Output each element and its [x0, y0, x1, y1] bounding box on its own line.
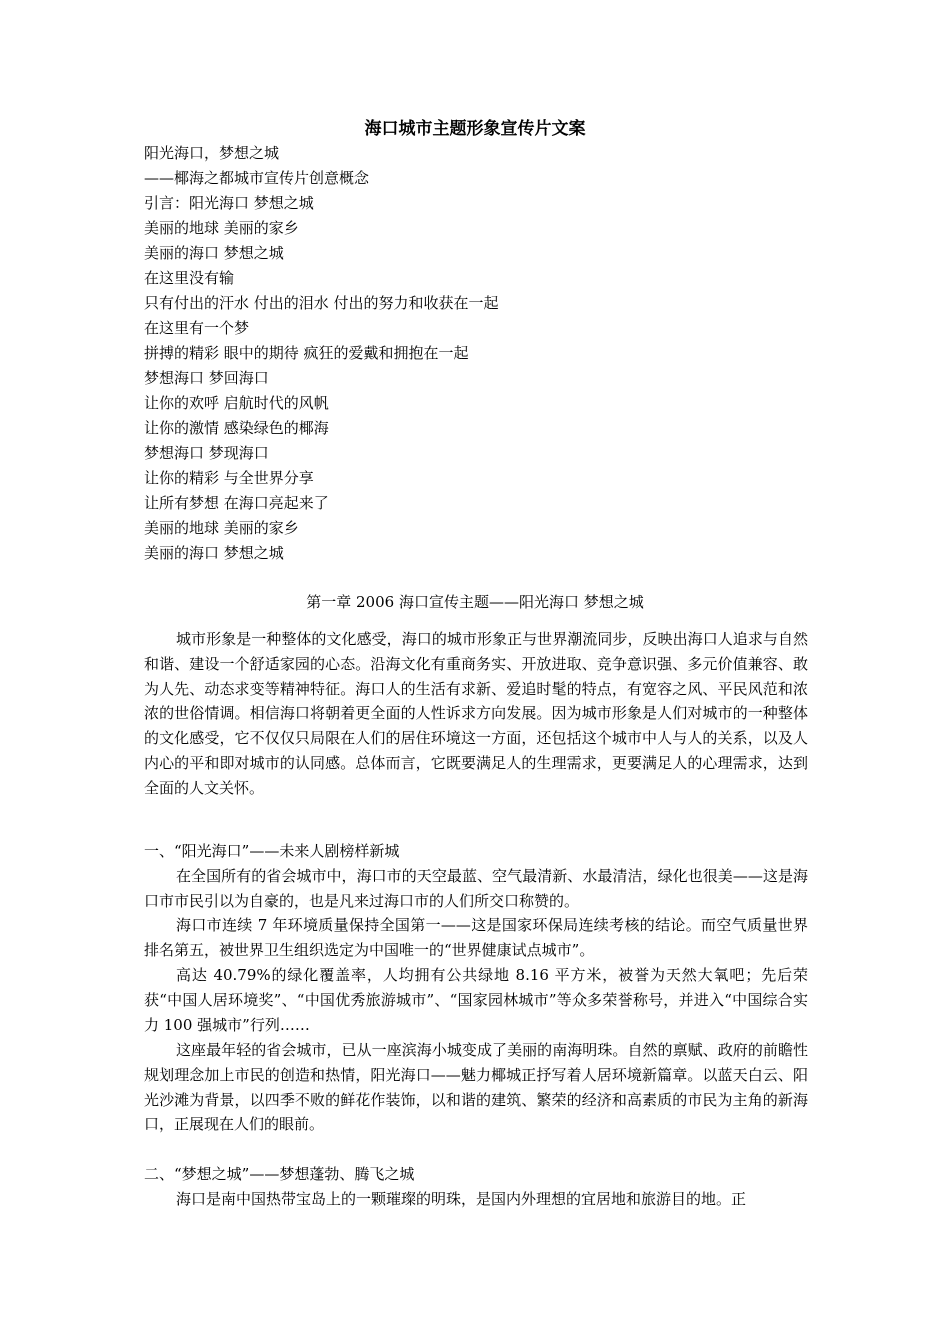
section1-paragraph: 海口市连续 7 年环境质量保持全国第一——这是国家环保局连续考核的结论。而空气质量世界排名第五，被世界卫生组织选定为中国唯一的“世界健康试点城市”。 [144, 916, 808, 959]
text-line: 引言：阳光海口 梦想之城 [144, 194, 314, 212]
section1-paragraph: 高达 40.79%的绿化覆盖率，人均拥有公共绿地 8.16 平方米，被誉为天然大氧吧；先后荣获“中国人居环境奖”、“中国优秀旅游城市”、“国家园林城市”等众多荣誉称号，并进入“中国综合实力 100 强城市”行列…… [144, 966, 808, 1034]
section-heading-2: 二、“梦想之城”——梦想蓬勃、腾飞之城 [144, 1165, 415, 1183]
text-line: 美丽的海口 梦想之城 [144, 544, 284, 562]
text-line: 在这里没有输 [144, 269, 235, 287]
text-line: 美丽的地球 美丽的家乡 [144, 519, 299, 537]
text-line: 美丽的海口 梦想之城 [144, 244, 284, 262]
text-line: 在这里有一个梦 [144, 319, 250, 337]
text-line: 梦想海口 梦回海口 [144, 369, 269, 387]
text-line: ——椰海之都城市宣传片创意概念 [144, 169, 370, 187]
text-line: 阳光海口，梦想之城 [144, 144, 280, 162]
chapter-title: 第一章 2006 海口宣传主题——阳光海口 梦想之城 [306, 593, 644, 611]
section1-paragraph: 这座最年轻的省会城市，已从一座滨海小城变成了美丽的南海明珠。自然的禀赋、政府的前瞻性规划理念加上市民的创造和热情，阳光海口——魅力椰城正抒写着人居环境新篇章。以蓝天白云、阳光沙滩为背景，以四季不败的鲜花作装饰，以和谐的建筑、繁荣的经济和高素质的市民为主角的新海口，正展现在人们的眼前。 [144, 1041, 808, 1134]
text-line: 美丽的地球 美丽的家乡 [144, 219, 299, 237]
text-line: 拼搏的精彩 眼中的期待 疯狂的爱戴和拥抱在一起 [144, 344, 469, 362]
slogan-lines [144, 141, 814, 566]
section-heading-1: 一、“阳光海口”——未来人剧榜样新城 [144, 842, 400, 860]
text-line: 让所有梦想 在海口亮起来了 [144, 494, 329, 512]
text-line: 只有付出的汗水 付出的泪水 付出的努力和收获在一起 [144, 294, 499, 312]
section1-paragraph: 在全国所有的省会城市中，海口市的天空最蓝、空气最清新、水最清洁，绿化也很美——这是海口市市民引以为自豪的，也是凡来过海口市的人们所交口称赞的。 [144, 867, 808, 910]
document-title: 海口城市主题形象宣传片文案 [364, 119, 586, 139]
text-line: 让你的精彩 与全世界分享 [144, 469, 314, 487]
intro-paragraph: 城市形象是一种整体的文化感受，海口的城市形象正与世界潮流同步，反映出海口人追求与自然和谐、建设一个舒适家园的心态。沿海文化有重商务实、开放进取、竞争意识强、多元价值兼容、敢为人先、动态求变等精神特征。海口人的生活有求新、爱追时髦的特点，有宽容之风、平民风范和浓浓的世俗情调。相信海口将朝着更全面的人性诉求方向发展。因为城市形象是人们对城市的一种整体的文化感受，它不仅仅只局限在人们的居住环境这一方面，还包括这个城市中人与人的关系，以及人内心的平和即对城市的认同感。总体而言，它既要满足人的生理需求，更要满足人的心理需求，达到全面的人文关怀。 [144, 630, 808, 797]
text-line: 让你的欢呼 启航时代的风帆 [144, 394, 329, 412]
section2-paragraph: 海口是南中国热带宝岛上的一颗璀璨的明珠，是国内外理想的宜居地和旅游目的地。正 [176, 1190, 747, 1208]
text-line: 让你的激情 感染绿色的椰海 [144, 419, 329, 437]
text-line: 梦想海口 梦现海口 [144, 444, 269, 462]
